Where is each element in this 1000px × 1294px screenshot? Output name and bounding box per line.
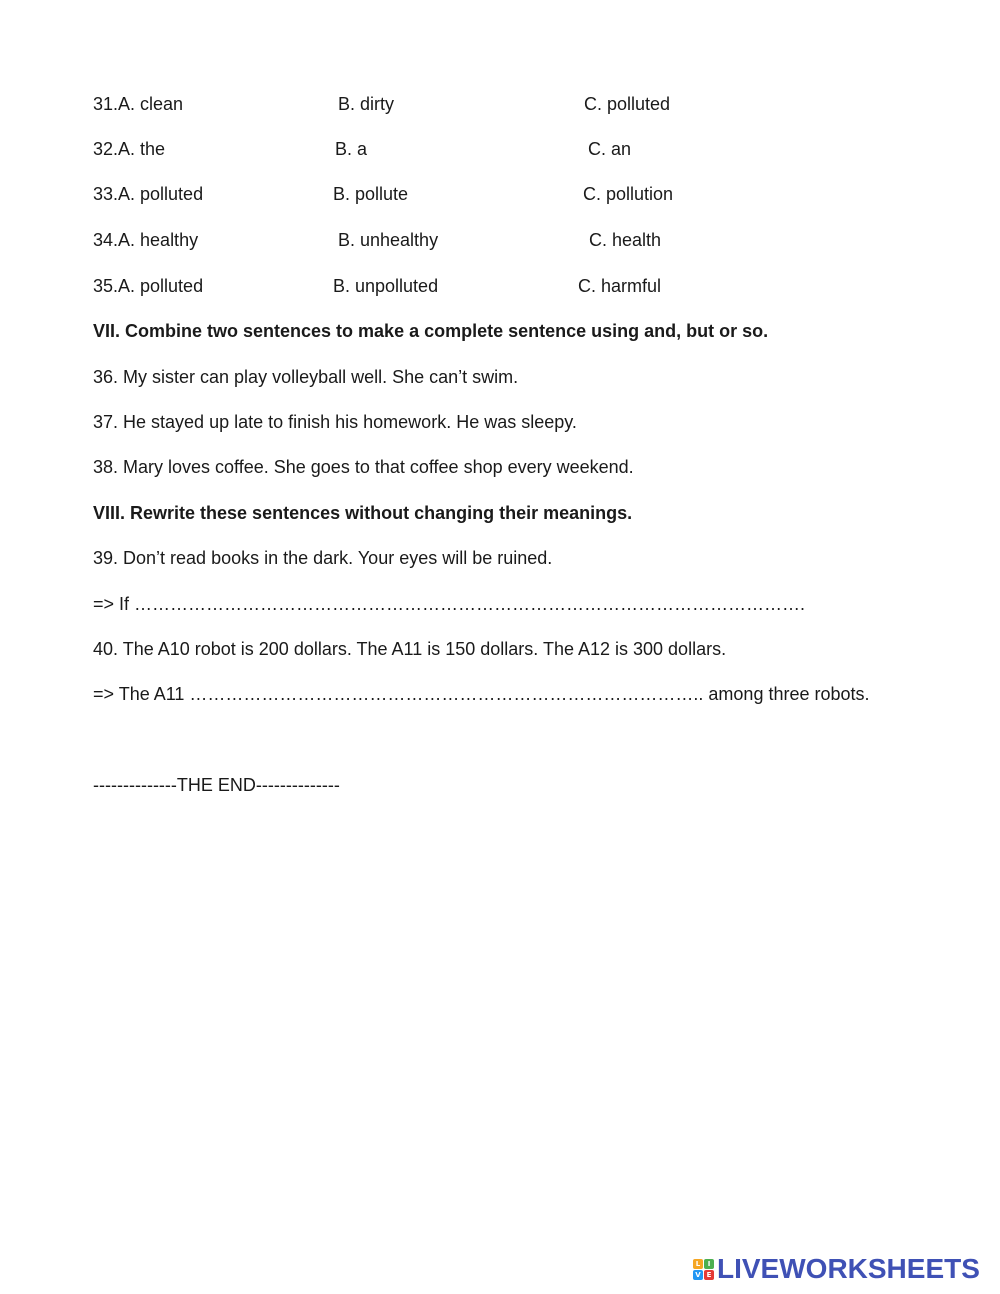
answer-40-blank[interactable]: => The A11 ………………………………………………………………………….. among three robots. [93,684,870,704]
logo-mark-icon [693,1259,714,1280]
section-vii-heading: VII. Combine two sentences to make a complete sentence using and, but or so. [93,321,769,341]
question-37: 37. He stayed up late to finish his homework. He was sleepy. [93,412,577,432]
question-39: 39. Don’t read books in the dark. Your eyes will be ruined. [93,548,553,568]
question-31-option-c: C. polluted [584,94,671,114]
question-38: 38. Mary loves coffee. She goes to that coffee shop every weekend. [93,457,634,477]
question-34-option-b: B. unhealthy [338,230,439,250]
logo-mark-e: E [704,1270,714,1280]
logo-text: LIVEWORKSHEETS [717,1253,980,1284]
liveworksheets-logo [693,1254,980,1284]
question-40: 40. The A10 robot is 200 dollars. The A11 is 150 dollars. The A12 is 300 dollars. [93,639,727,659]
logo-mark-i: I [704,1259,714,1269]
question-35-option-a: 35.A. polluted [93,276,204,296]
question-33-option-a: 33.A. polluted [93,184,204,204]
question-32-option-b: B. a [335,139,368,159]
question-34-option-a: 34.A. healthy [93,230,199,250]
answer-39-blank[interactable]: => If …………………………………………………………………………………………………. [93,594,806,614]
section-viii-heading: VIII. Rewrite these sentences without changing their meanings. [93,503,633,523]
logo-mark-l: L [693,1259,703,1269]
question-31-option-a: 31.A. clean [93,94,184,114]
question-32-option-c: C. an [588,139,632,159]
the-end: --------------THE END-------------- [93,775,340,795]
question-32-option-a: 32.A. the [93,139,166,159]
question-35-option-c: C. harmful [578,276,662,296]
logo-mark-v: V [693,1270,703,1280]
question-34-option-c: C. health [589,230,662,250]
question-35-option-b: B. unpolluted [333,276,439,296]
question-36: 36. My sister can play volleyball well. She can’t swim. [93,367,519,387]
question-33-option-c: C. pollution [583,184,674,204]
question-31-option-b: B. dirty [338,94,395,114]
question-33-option-b: B. pollute [333,184,409,204]
